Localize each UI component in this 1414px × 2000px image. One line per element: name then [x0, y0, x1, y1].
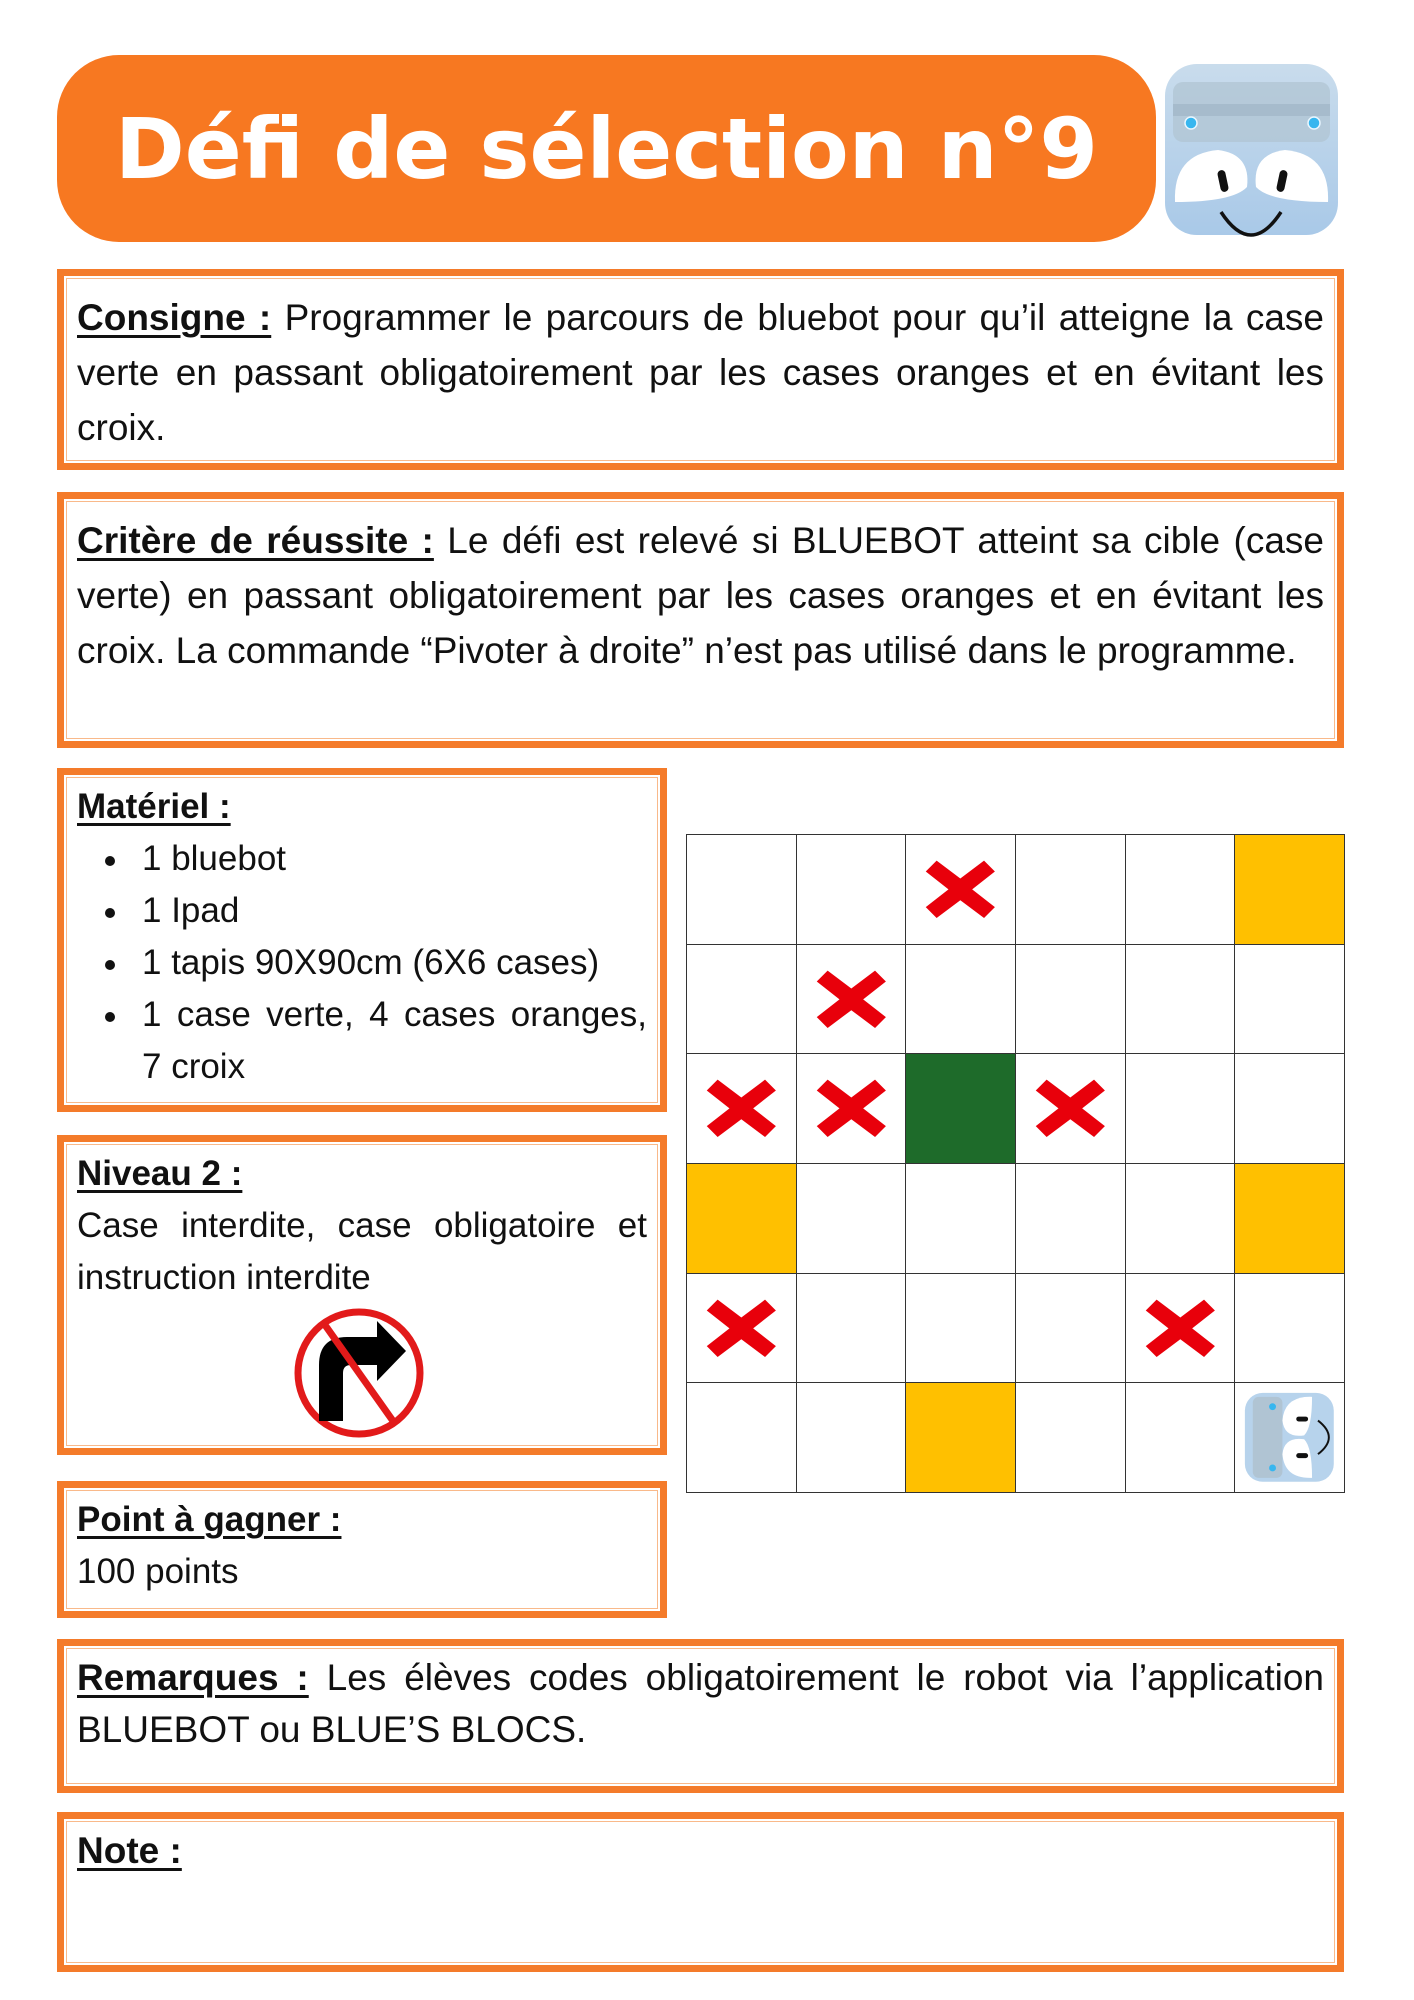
remarques-box: [57, 1639, 1344, 1793]
niveau-box: [57, 1135, 667, 1455]
remarques-label: Remarques :: [77, 1657, 309, 1698]
page-title: Défi de sélection n°9: [114, 99, 1099, 198]
board-cell-empty: [1125, 834, 1236, 945]
materiel-list: [77, 833, 647, 1093]
note-box: [57, 1812, 1344, 1972]
materiel-item: 1 case verte, 4 cases oranges, 7 croix: [77, 989, 647, 1093]
note-label: Note :: [77, 1830, 182, 1871]
board-cell-cross: [905, 834, 1016, 945]
board-cell-empty: [796, 1382, 907, 1493]
cross-icon: [797, 1054, 906, 1163]
board-cell-cross: [796, 1053, 907, 1164]
board-cell-cross: [1125, 1273, 1236, 1384]
board-cell-empty: [1234, 944, 1345, 1055]
critere-box: [57, 492, 1344, 748]
board-cell-empty: [796, 834, 907, 945]
board-cell-empty: [1125, 944, 1236, 1055]
board-cell-green: [905, 1053, 1016, 1164]
cross-icon: [797, 945, 906, 1054]
board-cell-cross: [686, 1273, 797, 1384]
board-cell-orange: [686, 1163, 797, 1274]
points-value: 100 points: [77, 1552, 239, 1591]
board-cell-orange: [1234, 834, 1345, 945]
materiel-item: 1 Ipad: [77, 885, 647, 937]
niveau-text: Case interdite, case obligatoire et instruction interdite: [77, 1206, 647, 1297]
board-cell-orange: [905, 1382, 1016, 1493]
consigne-text: Programmer le parcours de bluebot pour qu’il atteigne la case verte en passant obligatoirement par les cases oranges et en évitant les croix.: [77, 297, 1324, 448]
board-cell-empty: [1015, 1163, 1126, 1274]
board-cell-cross: [796, 944, 907, 1055]
critere-label: Critère de réussite :: [77, 520, 434, 561]
board-cell-robot: [1234, 1382, 1345, 1493]
game-board: [686, 834, 1344, 1492]
bluebot-robot-icon: [1235, 1383, 1344, 1492]
points-box: [57, 1481, 667, 1618]
board-cell-empty: [1234, 1273, 1345, 1384]
materiel-item: 1 tapis 90X90cm (6X6 cases): [77, 937, 647, 989]
board-cell-empty: [1015, 1273, 1126, 1384]
niveau-label: Niveau 2 :: [77, 1154, 243, 1193]
materiel-label: Matériel :: [77, 787, 231, 826]
cross-icon: [1016, 1054, 1125, 1163]
board-cell-empty: [1234, 1053, 1345, 1164]
board-cell-empty: [905, 1163, 1016, 1274]
board-cell-empty: [1125, 1053, 1236, 1164]
board-cell-empty: [1015, 944, 1126, 1055]
critere-text: Le défi est relevé si BLUEBOT atteint sa cible (case verte) en passant obligatoirement par les cases oranges et en évitant les croix. La commande “Pivoter à droite” n’est pas utilisé dans le programme.: [77, 520, 1325, 671]
board-cell-empty: [686, 944, 797, 1055]
board-cell-empty: [1125, 1382, 1236, 1493]
remarques-text: Les élèves codes obligatoirement le robot via l’application BLUEBOT ou BLUE’S BLOCS.: [77, 1657, 1324, 1750]
consigne-box: [57, 269, 1344, 470]
board-cell-empty: [796, 1273, 907, 1384]
cross-icon: [1126, 1274, 1235, 1383]
title-banner: [57, 55, 1156, 242]
consigne-label: Consigne :: [77, 297, 272, 338]
bluebot-robot-icon: [1163, 62, 1340, 237]
cross-icon: [906, 835, 1015, 944]
board-cell-empty: [1015, 834, 1126, 945]
board-cell-empty: [905, 944, 1016, 1055]
board-cell-cross: [1015, 1053, 1126, 1164]
points-label: Point à gagner :: [77, 1500, 342, 1539]
materiel-box: [57, 768, 667, 1112]
board-cell-cross: [686, 1053, 797, 1164]
board-cell-empty: [1015, 1382, 1126, 1493]
cross-icon: [687, 1274, 796, 1383]
board-cell-empty: [1125, 1163, 1236, 1274]
no-right-turn-icon: [293, 1307, 425, 1439]
board-cell-orange: [1234, 1163, 1345, 1274]
board-cell-empty: [796, 1163, 907, 1274]
board-cell-empty: [686, 1382, 797, 1493]
board-cell-empty: [686, 834, 797, 945]
cross-icon: [687, 1054, 796, 1163]
board-cell-empty: [905, 1273, 1016, 1384]
materiel-item: 1 bluebot: [77, 833, 647, 885]
